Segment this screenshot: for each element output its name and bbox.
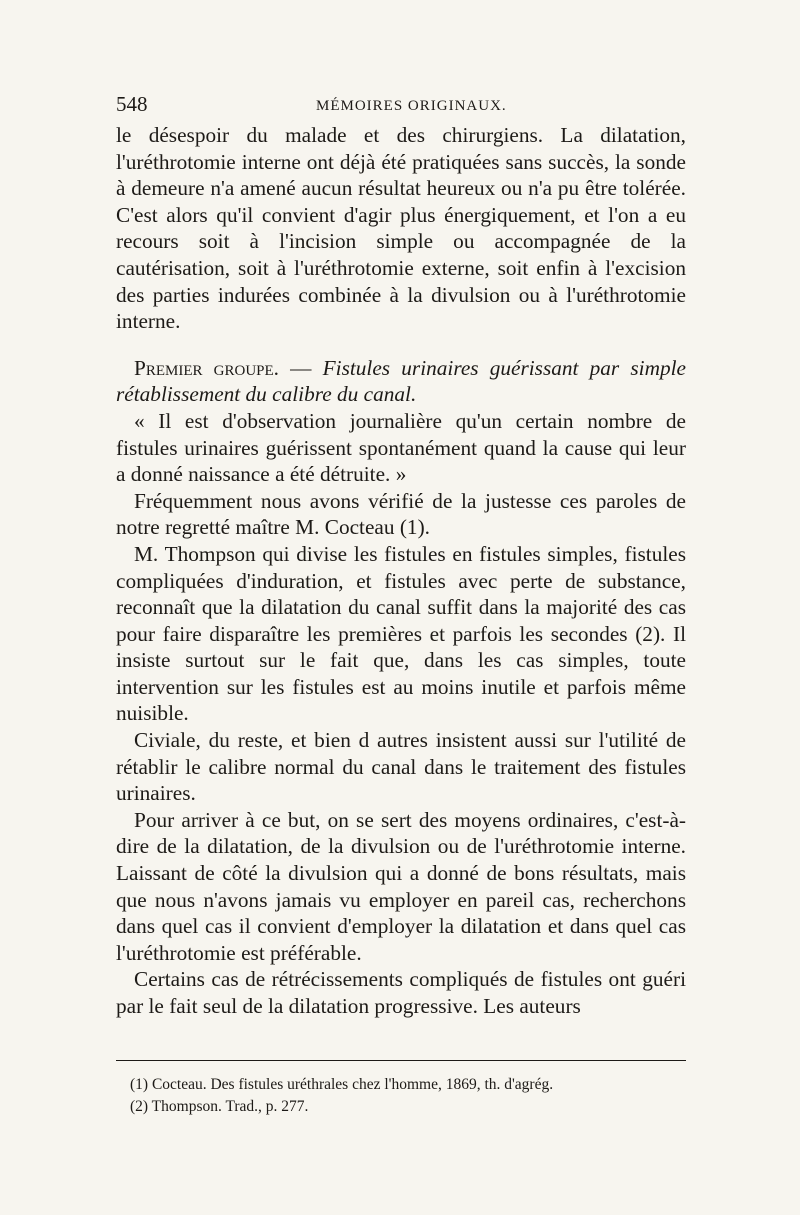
book-page	[116, 92, 686, 1115]
footnote-rule	[116, 1060, 686, 1061]
footnotes	[130, 1074, 686, 1118]
footnote-2: (2) Thompson. Trad., p. 277.	[130, 1098, 309, 1115]
section-title: Fistules urinaires guérissant par simple rétablissement du calibre du canal.	[116, 355, 686, 407]
paragraph-cocteau: Fréquemment nous avons vérifié de la justesse ces paroles de notre regretté maître M. Cocteau (1).	[116, 488, 686, 540]
section-heading	[116, 355, 686, 408]
paragraph-quote: « Il est d'observation journalière qu'un certain nombre de fistules urinaires guérissent spontanément quand la cause qui leur a donné naissance a été détruite. »	[116, 408, 686, 487]
paragraph-civiale: Civiale, du reste, et bien d autres insistent aussi sur l'utilité de rétablir le calibre normal du canal dans le traitement des fistules urinaires.	[116, 728, 686, 806]
paragraph-continuation: le désespoir du malade et des chirurgiens. La dilatation, l'uréthrotomie interne ont déjà été pratiquées sans succès, la sonde à demeure n'a amené aucun résultat heureux ou n'a pu être tolérée. C'est alors qu'il convient d'agir plus énergiquement, et l'on a eu recours soit à l'incision simple ou accompagnée de la cautérisation, soit à l'uréthrotomie externe, soit enfin à l'excision des parties indurées combinée à la divulsion ou à l'uréthrotomie interne.	[116, 123, 686, 334]
page-number: 548	[116, 92, 148, 116]
paragraph-thompson: M. Thompson qui divise les fistules en fistules simples, fistules compliquées d'induration, et fistules avec perte de substance, reconnaît que la dilatation du canal suffit dans la majorité des cas pour faire disparaître les premières et parfois les secondes (2). Il insiste surtout sur le fait que, dans les cas simples, toute intervention sur les fistules est au moins inutile et parfois même nuisible.	[116, 541, 686, 726]
section-dash: —	[279, 355, 323, 380]
paragraph-methods: Pour arriver à ce but, on se sert des moyens ordinaires, c'est-à-dire de la dilatation, de la divulsion ou de l'uréthrotomie interne. Laissant de côté la divulsion qui a donné de bons résultats, mais que nous n'avons jamais vu employer en pareil cas, recherchons dans quel cas il convient d'employer la dilatation et dans quel cas l'uréthrotomie est préférable.	[116, 807, 686, 965]
running-title: MÉMOIRES ORIGINAUX.	[316, 98, 507, 114]
page-header	[116, 92, 686, 122]
section-label: Premier groupe.	[134, 355, 280, 380]
paragraph-dilatation: Certains cas de rétrécissements compliqués de fistules ont guéri par le fait seul de la dilatation progressive. Les auteurs	[116, 967, 686, 1018]
footnote-1: (1) Cocteau. Des fistules uréthrales chez l'homme, 1869, th. d'agrég.	[130, 1076, 554, 1093]
